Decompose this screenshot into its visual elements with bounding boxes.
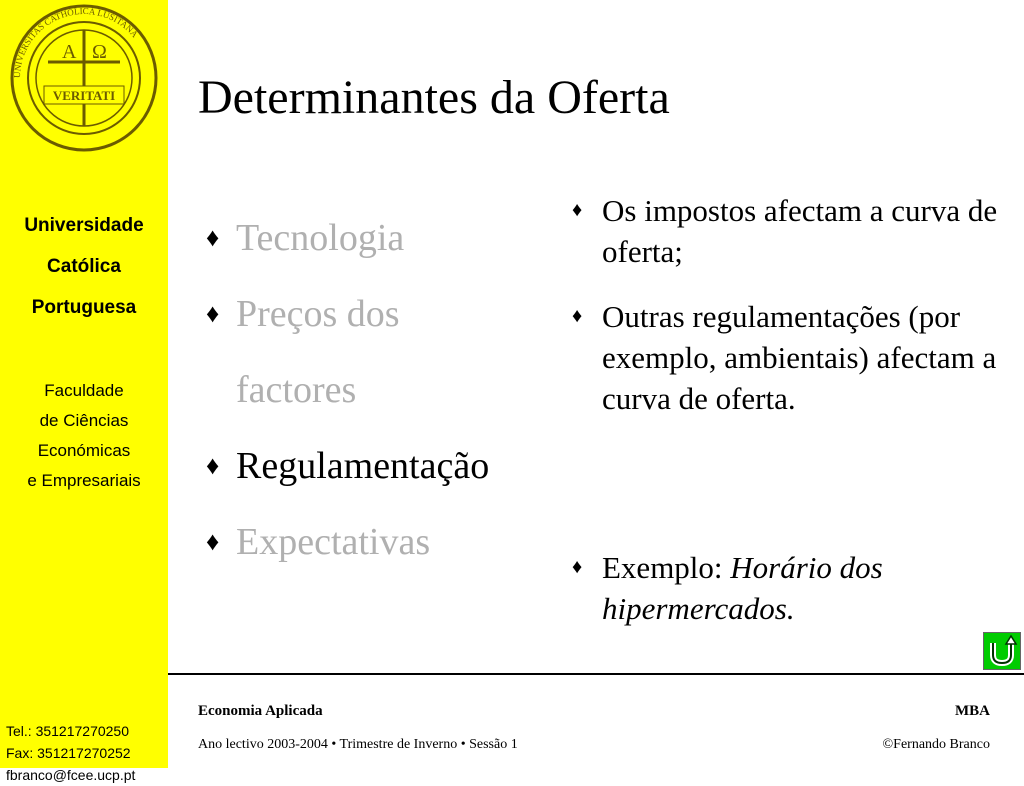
svg-text:UNIVERSITAS CATHOLICA LUSITANA: UNIVERSITAS CATHOLICA LUSITANA <box>11 5 141 79</box>
detail-item <box>568 547 998 629</box>
detail-item <box>568 190 998 272</box>
detail-point <box>568 190 998 272</box>
list-item-text: Expectativas <box>236 521 431 563</box>
slide-title: Determinantes da Oferta <box>198 71 670 124</box>
diamond-bullet-icon: ♦ <box>572 556 583 578</box>
session-info: Ano lectivo 2003-2004 • Trimestre de Inverno • Sessão 1 <box>198 737 518 752</box>
detail-item <box>568 296 998 419</box>
phone-number: Tel.: 351217270250 <box>6 723 129 739</box>
diamond-bullet-icon: ♦ <box>206 299 220 328</box>
footer-divider <box>168 673 1024 675</box>
diamond-bullet-icon: ♦ <box>206 223 220 252</box>
example-prefix: Exemplo: <box>602 550 731 585</box>
university-seal-logo <box>0 0 168 160</box>
faculty-name <box>0 376 168 496</box>
course-name: Economia Aplicada <box>198 703 323 719</box>
u-turn-return-icon <box>984 633 1020 669</box>
list-item-text: Tecnologia <box>236 217 405 259</box>
list-item-active <box>206 428 556 504</box>
university-line: Portuguesa <box>31 297 137 318</box>
sidebar <box>0 0 168 783</box>
faculty-line: e Empresariais <box>27 471 141 490</box>
faculty-line: Faculdade <box>44 381 124 400</box>
diamond-bullet-icon: ♦ <box>572 199 583 221</box>
diamond-bullet-icon: ♦ <box>206 451 220 480</box>
diamond-bullet-icon: ♦ <box>206 527 220 556</box>
list-item-text: Regulamentação <box>236 445 490 487</box>
university-name <box>0 205 168 328</box>
return-nav-button[interactable] <box>983 632 1021 670</box>
faculty-line: Económicas <box>37 441 131 460</box>
list-item <box>206 200 556 276</box>
detail-text: Os impostos afectam a curva de oferta; <box>602 193 998 269</box>
faculty-line: de Ciências <box>39 411 129 430</box>
university-line: Católica <box>47 256 121 277</box>
detail-point <box>568 547 998 629</box>
diamond-bullet-icon: ♦ <box>572 305 583 327</box>
list-item-text: Preços dos <box>236 293 400 335</box>
svg-text:Ω: Ω <box>92 41 107 63</box>
example-suffix: . <box>786 591 795 626</box>
determinants-list <box>206 200 556 580</box>
svg-text:VERITATI: VERITATI <box>52 88 116 103</box>
svg-text:A: A <box>62 41 77 63</box>
detail-point <box>568 296 998 419</box>
email-address: fbranco@fcee.ucp.pt <box>6 767 136 783</box>
list-item-text-continued: factores <box>236 369 357 411</box>
list-item <box>206 504 556 580</box>
list-item <box>206 276 556 428</box>
example-italic: Horário dos hipermercados <box>602 550 883 626</box>
copyright: ©Fernando Branco <box>882 737 990 752</box>
fax-number: Fax: 351217270252 <box>6 745 131 761</box>
university-line: Universidade <box>24 215 144 236</box>
program-name: MBA <box>955 703 990 719</box>
detail-text: Outras regulamentações (por exemplo, ambientais) afectam a curva de oferta. <box>602 299 997 416</box>
contact-info <box>6 720 174 786</box>
